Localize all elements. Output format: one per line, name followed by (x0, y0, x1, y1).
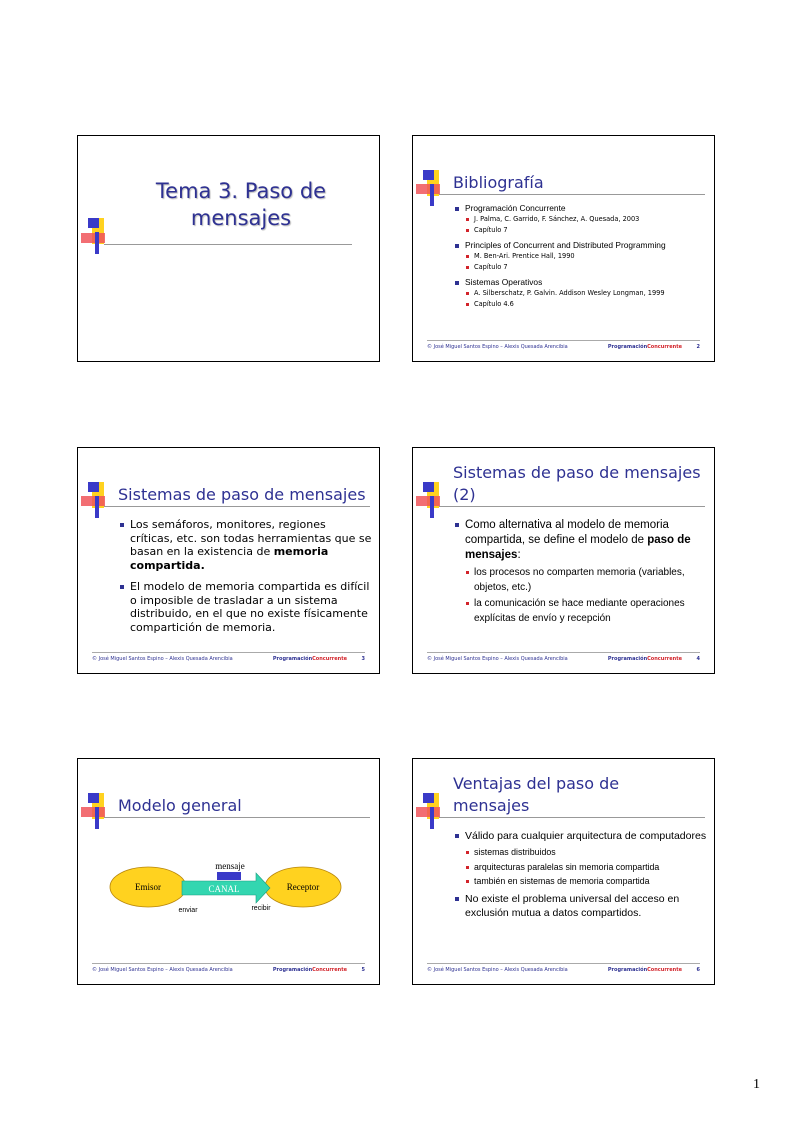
slide-6 (412, 758, 715, 985)
sender-label: Emisor (135, 882, 161, 892)
list-item (455, 892, 710, 920)
title-rule (439, 817, 705, 818)
item-text: Válido para cualquier arquitectura de computadores (465, 830, 707, 842)
sub-item: M. Ben-Ari. Prentice Hall, 1990 (465, 251, 710, 262)
sub-item: también en sistemas de memoria compartida (465, 874, 710, 889)
title-line-1: Tema 3. Paso de (155, 179, 327, 203)
brand-part-2: Concurrente (312, 967, 347, 973)
sub-item: Capítulo 4.6 (465, 299, 710, 310)
brand-part-2: Concurrente (647, 344, 682, 350)
footer-brand (608, 344, 682, 350)
item-text: Los semáforos, monitores, regiones críticas, etc. son todas herramientas que se basan en la existencia de (130, 518, 372, 558)
message-box (217, 872, 241, 880)
slide-logo-icon (413, 448, 453, 528)
brand-part-1: Programación (607, 344, 648, 350)
slide-title (453, 773, 713, 817)
brand-part-1: Programación (272, 656, 313, 662)
list-item (120, 518, 372, 572)
content-list (455, 518, 710, 627)
channel-label: CANAL (208, 884, 240, 894)
receiver-label: Receptor (286, 882, 320, 892)
title-line-2: (2) (453, 485, 476, 504)
title-rule (439, 506, 705, 507)
footer-brand (608, 656, 682, 662)
slide-title (126, 178, 356, 232)
slide-footer (92, 652, 365, 663)
slide-3 (77, 447, 380, 674)
title-line-2: mensajes (190, 206, 292, 230)
brand-part-2: Concurrente (312, 656, 347, 662)
item-tail: : (517, 549, 521, 561)
slide-logo-icon (413, 759, 453, 839)
list-item (120, 580, 372, 634)
title-rule (104, 244, 352, 245)
sub-item: la comunicación se hace mediante operaciones explícitas de envío y recepción (465, 596, 710, 626)
sub-item: los procesos no comparten memoria (variables, objetos, etc.) (465, 565, 710, 595)
slide-title: Bibliografía (453, 173, 544, 192)
title-line-1: Ventajas del paso de (453, 774, 620, 793)
sub-item: Capítulo 7 (465, 225, 710, 236)
title-rule (104, 506, 370, 507)
brand-part-1: Programación (607, 967, 648, 973)
sub-item: sistemas distribuidos (465, 845, 710, 860)
footer-copyright: © José Miguel Santos Espino – Alexis Quesada Arencibia (92, 656, 233, 662)
slide-1 (77, 135, 380, 362)
footer-brand (273, 656, 347, 662)
title-rule (439, 194, 705, 195)
sub-item: arquitecturas paralelas sin memoria compartida (465, 860, 710, 875)
slide-number: 2 (696, 344, 700, 350)
slide-footer (427, 652, 700, 663)
slide-footer (92, 963, 365, 974)
item-text: Como alternativa al modelo de memoria compartida, se define el modelo de (465, 519, 669, 546)
slide-4 (412, 447, 715, 674)
item-text: Principles of Concurrent and Distributed Programming (465, 240, 666, 250)
bibliography-list (455, 203, 710, 314)
sub-item: Capítulo 7 (465, 262, 710, 273)
title-line-1: Sistemas de paso de mensajes (453, 463, 701, 482)
footer-copyright: © José Miguel Santos Espino – Alexis Quesada Arencibia (427, 344, 568, 350)
slide-logo-icon (413, 136, 453, 216)
slide-footer (427, 340, 700, 351)
content-list (455, 829, 710, 923)
sub-item: J. Palma, C. Garrido, F. Sánchez, A. Quesada, 2003 (465, 214, 710, 225)
footer-brand (608, 967, 682, 973)
slide-number: 5 (361, 967, 365, 973)
footer-brand (273, 967, 347, 973)
item-bold: memoria compartida. (130, 545, 329, 572)
footer-copyright: © José Miguel Santos Espino – Alexis Quesada Arencibia (427, 967, 568, 973)
slide-number: 4 (696, 656, 700, 662)
message-passing-diagram (78, 759, 380, 985)
slide-footer (427, 963, 700, 974)
brand-part-2: Concurrente (647, 656, 682, 662)
message-label: mensaje (215, 861, 245, 871)
slide-title (453, 462, 713, 506)
receive-label: recibir (251, 905, 271, 912)
list-item (455, 518, 710, 626)
brand-part-2: Concurrente (647, 967, 682, 973)
brand-part-1: Programación (272, 967, 313, 973)
slide-logo-icon (78, 136, 118, 216)
slide-title: Sistemas de paso de mensajes (118, 485, 366, 504)
page-number: 1 (753, 1077, 760, 1092)
item-text: Programación Concurrente (465, 203, 566, 213)
title-line-2: mensajes (453, 796, 530, 815)
list-item (455, 277, 710, 309)
send-label: enviar (178, 907, 198, 914)
slide-5 (77, 758, 380, 985)
item-text: No existe el problema universal del acceso en exclusión mutua a datos compartidos. (465, 892, 680, 919)
slide-number: 6 (696, 967, 700, 973)
footer-copyright: © José Miguel Santos Espino – Alexis Quesada Arencibia (427, 656, 568, 662)
slide-logo-icon (78, 448, 118, 528)
footer-copyright: © José Miguel Santos Espino – Alexis Quesada Arencibia (92, 967, 233, 973)
content-list (120, 518, 372, 642)
list-item (455, 203, 710, 235)
slide-2 (412, 135, 715, 362)
brand-part-1: Programación (607, 656, 648, 662)
list-item (455, 240, 710, 272)
sub-item: A. Silberschatz, P. Galvin. Addison Wesley Longman, 1999 (465, 288, 710, 299)
item-bold: paso de mensajes (465, 534, 691, 561)
slide-number: 3 (361, 656, 365, 662)
slide-title: Modelo general (118, 796, 242, 815)
list-item (455, 829, 710, 889)
item-text: El modelo de memoria compartida es difícil o imposible de trasladar a un sistema distribuido, en el que no existe físicamente compartición de memoria. (130, 580, 370, 634)
item-text: Sistemas Operativos (465, 277, 543, 287)
